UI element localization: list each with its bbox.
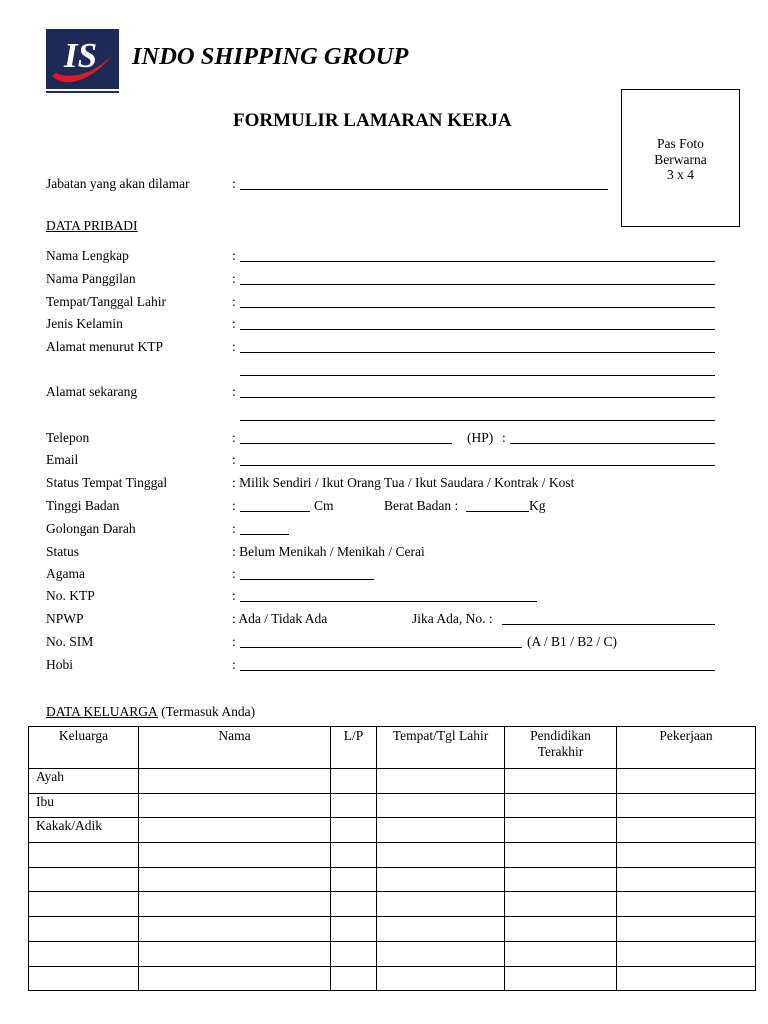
table-row — [29, 793, 756, 818]
full-name-label: Nama Lengkap — [46, 248, 129, 263]
height-unit: Cm — [314, 498, 334, 513]
column-header: Pendidikan Terakhir — [505, 727, 617, 769]
weight-label: Berat Badan : — [384, 498, 459, 513]
svg-text:IS: IS — [64, 36, 98, 75]
family-input-cell[interactable] — [505, 941, 617, 966]
blood-type-colon: : — [232, 521, 236, 536]
family-input-cell[interactable] — [331, 966, 377, 991]
family-input-cell[interactable] — [617, 769, 756, 794]
residence-options[interactable]: : Milik Sendiri / Ikut Orang Tua / Ikut Saudara / Kontrak / Kost — [232, 475, 575, 490]
current-address-colon: : — [232, 384, 236, 399]
ktp-address-field[interactable] — [240, 352, 715, 353]
ktp-no-label: No. KTP — [46, 588, 95, 603]
company-logo — [46, 29, 119, 89]
ktp-address-colon: : — [232, 339, 236, 354]
birth-field[interactable] — [240, 307, 715, 308]
blood-type-label: Golongan Darah — [46, 521, 136, 536]
logo-swoosh-icon — [46, 29, 119, 89]
family-input-cell[interactable] — [377, 793, 505, 818]
family-input-cell[interactable] — [505, 867, 617, 892]
hobby-label: Hobi — [46, 657, 73, 672]
family-input-cell[interactable] — [617, 917, 756, 942]
family-member-cell — [29, 843, 139, 868]
position-colon: : — [232, 176, 236, 191]
marital-status-label: Status — [46, 544, 80, 559]
column-header: Nama — [139, 727, 331, 769]
full-name-field[interactable] — [240, 261, 715, 262]
sim-no-colon: : — [232, 634, 236, 649]
nickname-label: Nama Panggilan — [46, 271, 136, 286]
phone-field[interactable] — [240, 443, 452, 444]
family-section-note: (Termasuk Anda) — [161, 704, 256, 719]
ktp-no-field[interactable] — [240, 601, 537, 602]
ktp-address-label: Alamat menurut KTP — [46, 339, 163, 354]
email-field[interactable] — [240, 465, 715, 466]
family-input-cell[interactable] — [617, 966, 756, 991]
form-title: FORMULIR LAMARAN KERJA — [233, 110, 512, 131]
ktp-address-field-2[interactable] — [240, 375, 715, 376]
family-input-cell[interactable] — [139, 917, 331, 942]
family-input-cell[interactable] — [331, 769, 377, 794]
family-input-cell[interactable] — [139, 892, 331, 917]
gender-colon: : — [232, 316, 236, 331]
family-input-cell[interactable] — [505, 818, 617, 843]
family-input-cell[interactable] — [377, 769, 505, 794]
family-input-cell[interactable] — [331, 818, 377, 843]
sim-types: (A / B1 / B2 / C) — [527, 634, 618, 649]
family-input-cell[interactable] — [505, 966, 617, 991]
logo-underline — [46, 91, 119, 93]
npwp-no-field[interactable] — [502, 624, 715, 625]
family-input-cell[interactable] — [617, 892, 756, 917]
family-member-cell — [29, 966, 139, 991]
family-member-cell — [29, 917, 139, 942]
residence-status-label: Status Tempat Tinggal — [46, 475, 168, 490]
family-input-cell[interactable] — [139, 966, 331, 991]
family-member-cell: Ibu — [29, 793, 139, 818]
full-name-colon: : — [232, 248, 236, 263]
marital-options[interactable]: : Belum Menikah / Menikah / Cerai — [232, 544, 425, 559]
table-row — [29, 892, 756, 917]
column-header: Tempat/Tgl Lahir — [377, 727, 505, 769]
photo-label-2: Berwarna — [654, 151, 707, 167]
table-row — [29, 818, 756, 843]
family-input-cell[interactable] — [617, 843, 756, 868]
family-input-cell[interactable] — [377, 892, 505, 917]
birth-colon: : — [232, 294, 236, 309]
religion-colon: : — [232, 566, 236, 581]
hobby-field[interactable] — [240, 670, 715, 671]
hp-label: (HP) — [467, 430, 494, 445]
weight-unit: Kg — [529, 498, 546, 513]
religion-field[interactable] — [240, 579, 374, 580]
family-input-cell[interactable] — [139, 769, 331, 794]
ktp-no-colon: : — [232, 588, 236, 603]
height-label: Tinggi Badan — [46, 498, 120, 513]
table-row — [29, 966, 756, 991]
npwp-label: NPWP — [46, 611, 84, 626]
npwp-no-label: Jika Ada, No. : — [412, 611, 493, 626]
position-field[interactable] — [240, 189, 608, 190]
current-address-label: Alamat sekarang — [46, 384, 138, 399]
column-header: Pekerjaan — [617, 727, 756, 769]
phone-colon: : — [232, 430, 236, 445]
family-section-heading — [46, 704, 255, 720]
family-input-cell[interactable] — [139, 867, 331, 892]
family-member-cell — [29, 941, 139, 966]
family-input-cell[interactable] — [617, 818, 756, 843]
gender-field[interactable] — [240, 329, 715, 330]
family-input-cell[interactable] — [377, 917, 505, 942]
nickname-field[interactable] — [240, 284, 715, 285]
family-member-cell — [29, 867, 139, 892]
height-colon: : — [232, 498, 236, 513]
hp-field[interactable] — [510, 443, 715, 444]
email-label: Email — [46, 452, 79, 467]
family-input-cell[interactable] — [331, 867, 377, 892]
photo-placeholder — [621, 89, 740, 227]
column-header: Keluarga — [29, 727, 139, 769]
family-input-cell[interactable] — [617, 867, 756, 892]
sim-no-field[interactable] — [240, 647, 522, 648]
photo-label-1: Pas Foto — [657, 136, 704, 151]
table-row — [29, 917, 756, 942]
npwp-options[interactable]: : Ada / Tidak Ada — [232, 611, 328, 626]
family-input-cell[interactable] — [377, 843, 505, 868]
family-member-cell: Ayah — [29, 769, 139, 794]
family-input-cell[interactable] — [331, 793, 377, 818]
family-input-cell[interactable] — [139, 818, 331, 843]
family-input-cell[interactable] — [505, 917, 617, 942]
weight-field[interactable] — [466, 511, 529, 512]
family-input-cell[interactable] — [617, 793, 756, 818]
current-address-field[interactable] — [240, 397, 715, 398]
religion-label: Agama — [46, 566, 85, 581]
family-input-cell[interactable] — [377, 818, 505, 843]
hp-colon: : — [502, 430, 506, 445]
family-member-cell: Kakak/Adik — [29, 818, 139, 843]
column-header: L/P — [331, 727, 377, 769]
email-colon: : — [232, 452, 236, 467]
family-input-cell[interactable] — [505, 769, 617, 794]
gender-label: Jenis Kelamin — [46, 316, 123, 331]
family-input-cell[interactable] — [377, 867, 505, 892]
table-row — [29, 941, 756, 966]
family-input-cell[interactable] — [139, 843, 331, 868]
family-input-cell[interactable] — [331, 843, 377, 868]
current-address-field-2[interactable] — [240, 420, 715, 421]
nickname-colon: : — [232, 271, 236, 286]
table-row — [29, 843, 756, 868]
family-table — [28, 726, 756, 991]
family-input-cell[interactable] — [139, 793, 331, 818]
family-input-cell[interactable] — [139, 941, 331, 966]
family-input-cell[interactable] — [377, 966, 505, 991]
family-input-cell[interactable] — [331, 941, 377, 966]
position-label: Jabatan yang akan dilamar — [46, 176, 190, 191]
family-input-cell[interactable] — [505, 892, 617, 917]
family-member-cell — [29, 892, 139, 917]
family-input-cell[interactable] — [377, 941, 505, 966]
phone-label: Telepon — [46, 430, 90, 445]
family-input-cell[interactable] — [331, 892, 377, 917]
company-name: INDO SHIPPING GROUP — [132, 43, 409, 70]
table-row — [29, 769, 756, 794]
family-table-header — [29, 727, 756, 769]
height-field[interactable] — [240, 511, 310, 512]
family-input-cell[interactable] — [331, 917, 377, 942]
family-section-title: DATA KELUARGA — [46, 704, 158, 719]
blood-type-field[interactable] — [240, 534, 289, 535]
hobby-colon: : — [232, 657, 236, 672]
family-input-cell[interactable] — [505, 793, 617, 818]
photo-label-3: 3 x 4 — [667, 167, 694, 182]
table-row — [29, 867, 756, 892]
family-input-cell[interactable] — [617, 941, 756, 966]
personal-section-title: DATA PRIBADI — [46, 218, 138, 233]
birth-label: Tempat/Tanggal Lahir — [46, 294, 166, 309]
family-input-cell[interactable] — [505, 843, 617, 868]
sim-no-label: No. SIM — [46, 634, 94, 649]
